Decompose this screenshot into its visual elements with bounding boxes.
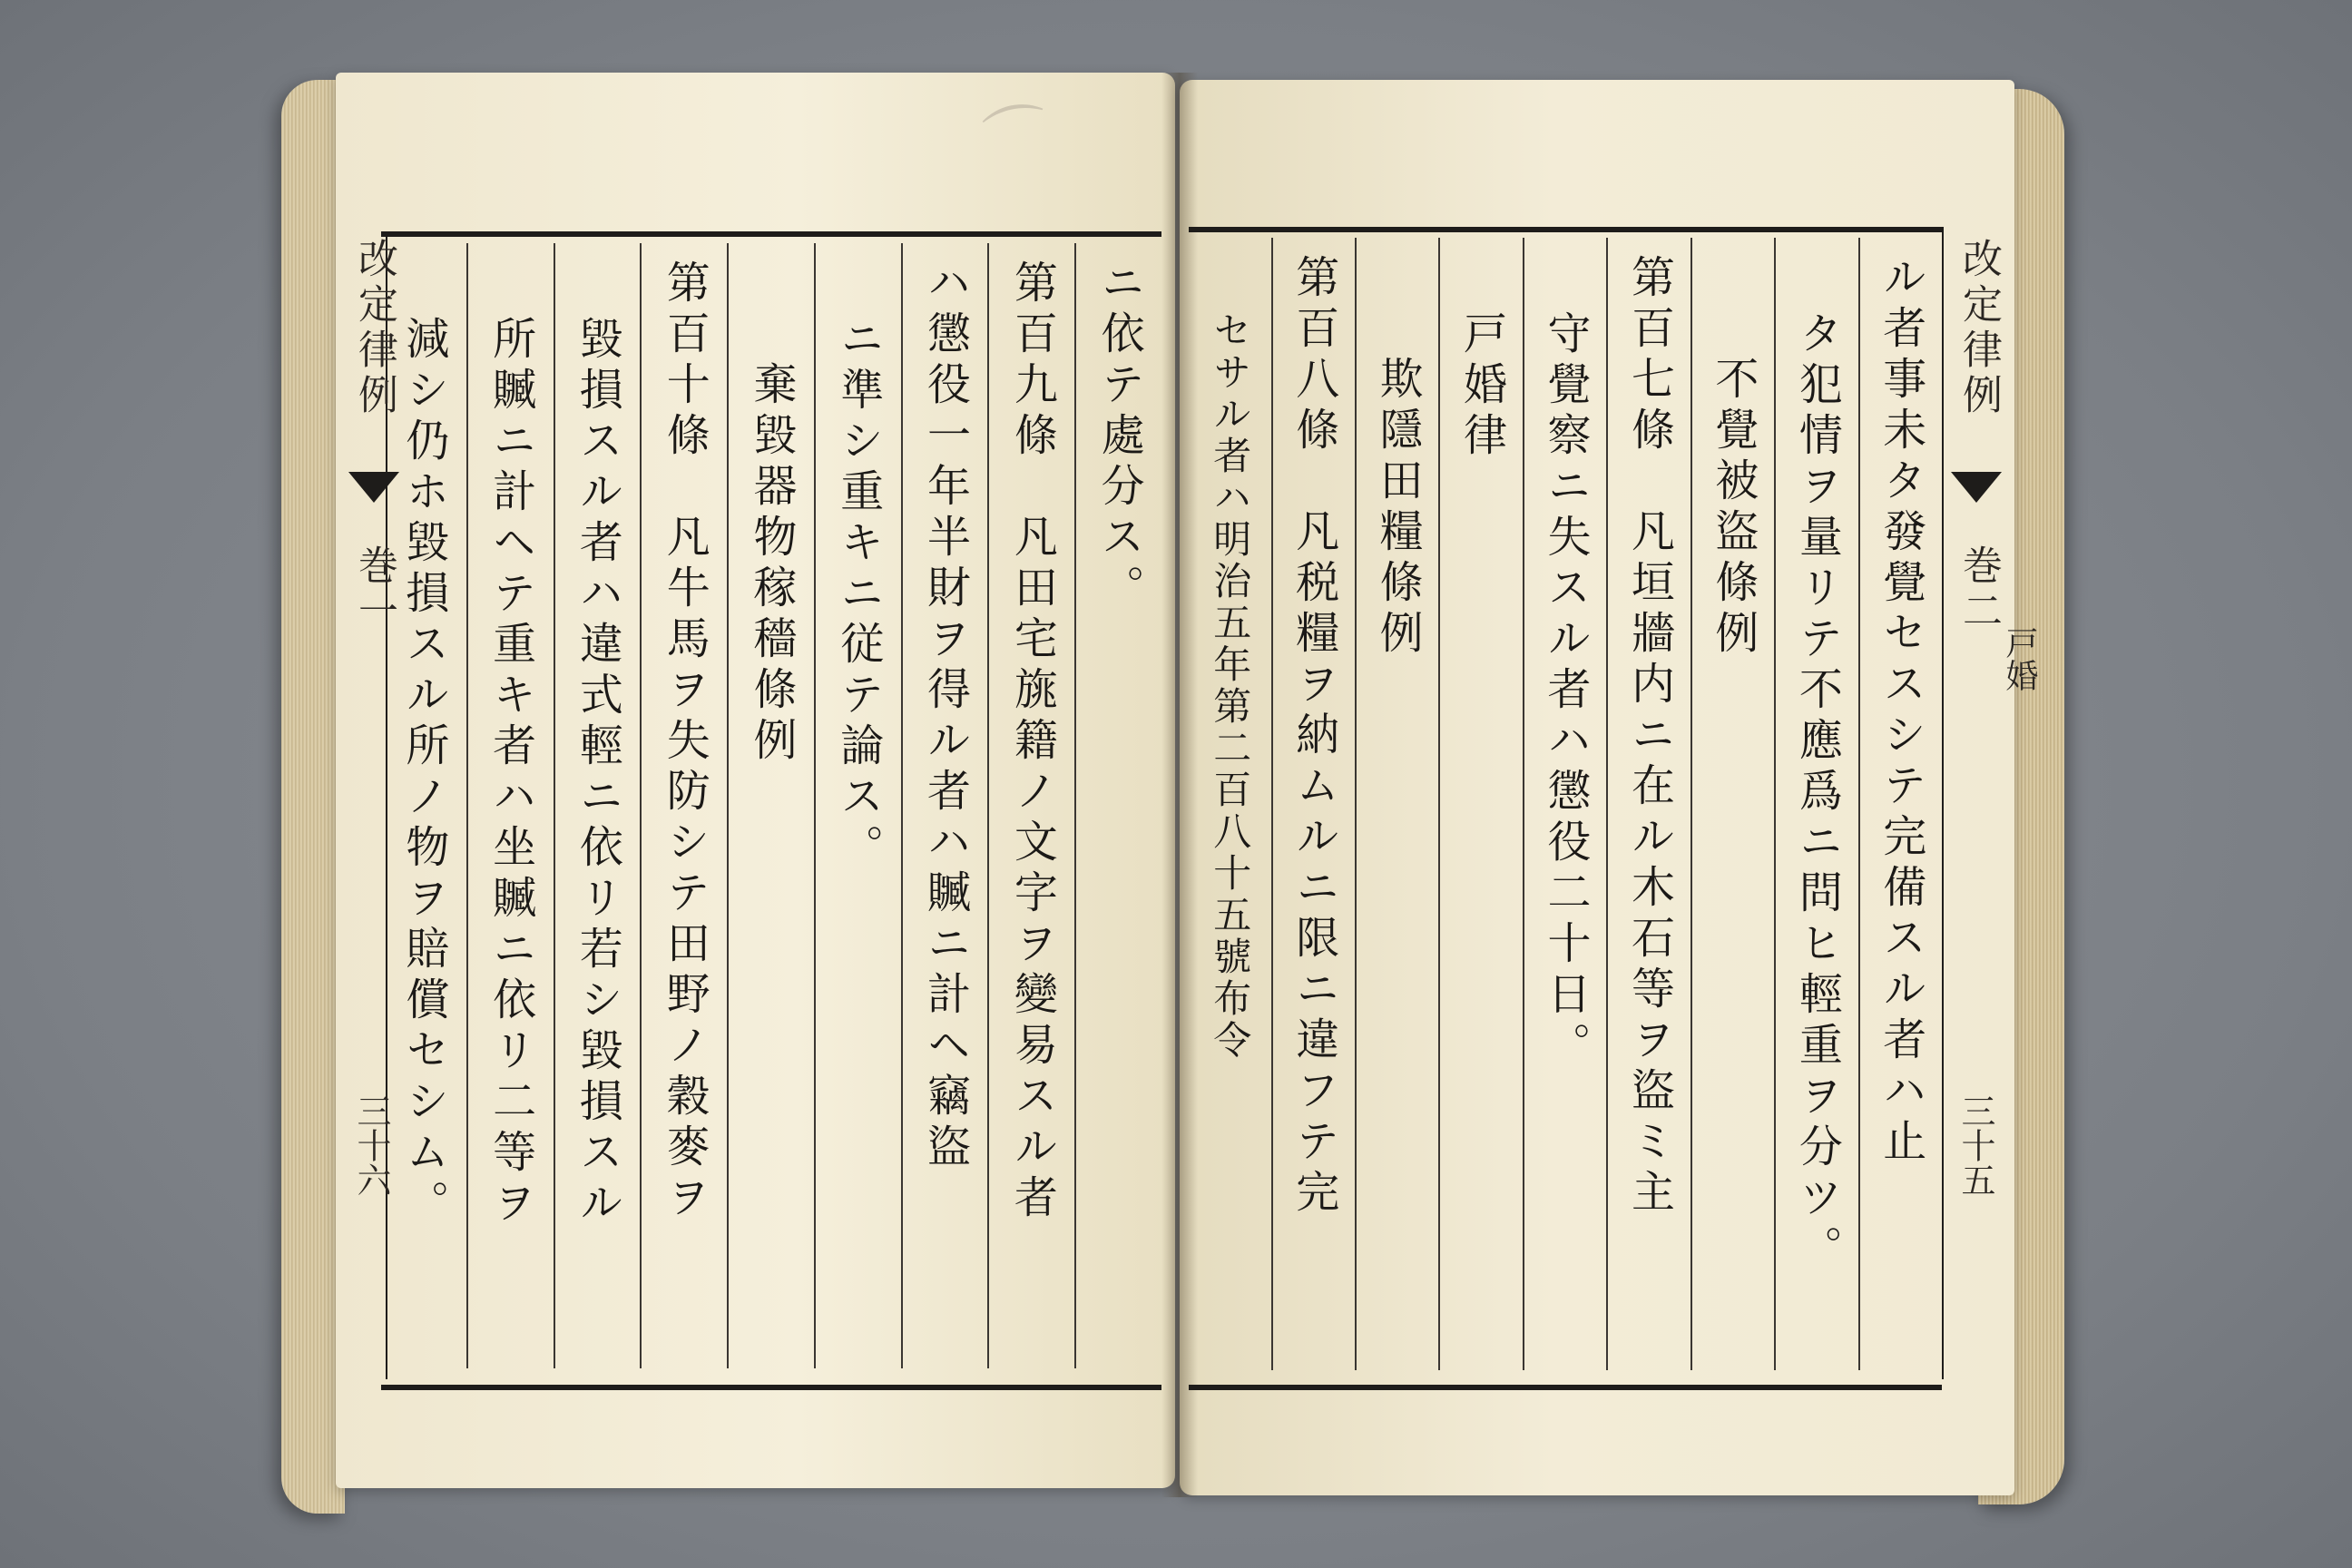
right-section-label: 戸婚 [2001,626,2038,691]
text-column: 戸婚律 [1438,238,1522,1370]
pencil-mark: ⌒ [978,93,1056,181]
left-volume: 巻一 [351,544,397,635]
text-column: ニ依テ處分ス。 [1074,243,1161,1368]
text-column: 守覺察ニ失スル者ハ懲役二十日。 [1523,238,1606,1370]
text-column: 不覺被盜條例 [1690,238,1774,1370]
left-text-columns [381,243,1161,1368]
right-running-title: 改定律例 [1955,238,2002,419]
right-volume: 巻二 [1955,544,2002,635]
text-column: タ犯情ヲ量リテ不應爲ニ問ヒ輕重ヲ分ツ。 [1774,238,1857,1370]
left-running-title: 改定律例 [351,238,397,419]
text-column: ニ準シ重キニ従テ論ス。 [814,243,901,1368]
text-column: ハ懲役一年半財ヲ得ル者ハ贓ニ計ヘ竊盜 [901,243,988,1368]
text-column: ル者事未タ發覺セスシテ完備スル者ハ止 [1858,238,1942,1370]
right-fishtail-mark [1951,472,2002,503]
right-folio: 三十五 [1955,1093,1995,1197]
text-column: 棄毀器物稼穡條例 [727,243,814,1368]
text-column: 所贓ニ計ヘテ重キ者ハ坐贓ニ依リ二等ヲ [466,243,554,1368]
text-column: 第百九條 凡田宅旐籍ノ文字ヲ變易スル者 [987,243,1074,1368]
right-text-columns [1189,238,1942,1370]
text-column: 減シ仍ホ毀損スル所ノ物ヲ賠償セシム。 [397,316,449,1230]
right-margin-rule [1942,227,1944,1379]
left-folio: 三十六 [351,1093,391,1197]
text-column: 毀損スル者ハ違式輕ニ依リ若シ毀損スル [554,243,641,1368]
text-column: 第百七條 凡垣牆内ニ在ル木石等ヲ盜ミ主 [1606,238,1690,1370]
text-column: 第百八條 凡税糧ヲ納ムルニ限ニ違フテ完 [1271,238,1355,1370]
text-column: 欺隱田糧條例 [1355,238,1438,1370]
text-column: セサル者ハ明治五年第二百八十五號布令 [1208,310,1253,1062]
text-column: 第百十條 凡牛馬ヲ失防シテ田野ノ穀麥ヲ [640,243,727,1368]
